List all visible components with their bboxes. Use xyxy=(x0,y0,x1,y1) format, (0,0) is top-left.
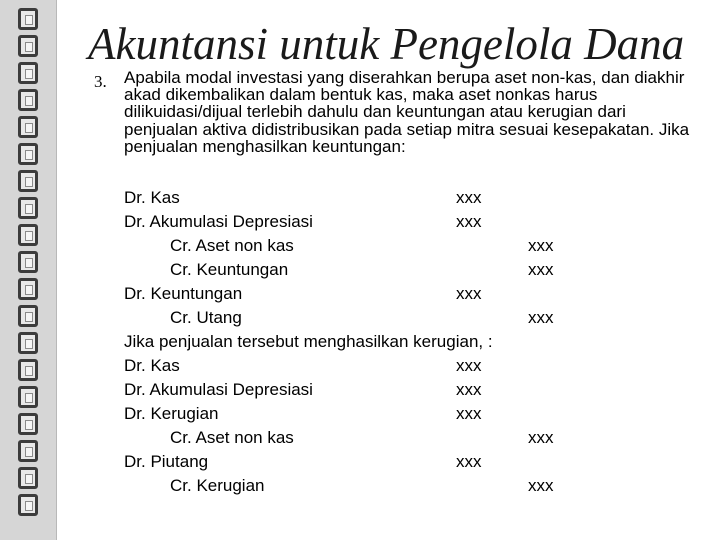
account-label: Cr. Kerugian xyxy=(170,476,265,495)
debit-value: xxx xyxy=(456,380,482,399)
chain-link-icon xyxy=(18,197,38,219)
chain-link-icon xyxy=(18,224,38,246)
chain-link-icon xyxy=(18,143,38,165)
chain-link-icon xyxy=(18,494,38,516)
chain-border xyxy=(0,0,57,540)
chain-link-icon xyxy=(18,278,38,300)
account-label: Dr. Keuntungan xyxy=(124,284,243,303)
slide-title: Akuntansi untuk Pengelola Dana xyxy=(88,19,685,69)
credit-value: xxx xyxy=(528,308,554,327)
account-label: Dr. Kerugian xyxy=(124,404,219,423)
credit-value: xxx xyxy=(528,236,554,255)
debit-value: xxx xyxy=(456,356,482,375)
account-label: Dr. Piutang xyxy=(124,452,209,471)
journal-row xyxy=(124,186,694,210)
journal-row xyxy=(124,210,694,234)
chain-link-icon xyxy=(18,62,38,84)
chain-link-icon xyxy=(18,440,38,462)
account-label: Cr. Keuntungan xyxy=(170,260,289,279)
debit-value: xxx xyxy=(456,212,482,231)
chain-link-icon xyxy=(18,386,38,408)
account-label: Dr. Akumulasi Depresiasi xyxy=(124,380,313,399)
account-label: Cr. Aset non kas xyxy=(170,236,294,255)
chain-link-icon xyxy=(18,251,38,273)
chain-link-icon xyxy=(18,359,38,381)
chain-link-icon xyxy=(18,305,38,327)
chain-link-icon xyxy=(18,89,38,111)
journal-row xyxy=(124,306,694,330)
debit-value: xxx xyxy=(456,188,482,207)
chain-link-icon xyxy=(18,413,38,435)
debit-value: xxx xyxy=(456,404,482,423)
chain-link-icon xyxy=(18,332,38,354)
chain-link-icon xyxy=(18,467,38,489)
account-label: Cr. Utang xyxy=(170,308,242,327)
journal-row xyxy=(124,474,694,498)
credit-value: xxx xyxy=(528,260,554,279)
loss-intro: Jika penjualan tersebut menghasilkan kerugian, : xyxy=(124,332,493,351)
account-label: Dr. Akumulasi Depresiasi xyxy=(124,212,313,231)
chain-link-icon xyxy=(18,8,38,30)
debit-value: xxx xyxy=(456,284,482,303)
chain-link-icon xyxy=(18,116,38,138)
chain-link-icon xyxy=(18,35,38,57)
intro-paragraph: Apabila modal investasi yang diserahkan berupa aset non-kas, dan diakhir akad dikembalikan dalam bentuk kas, maka aset nonkas harus dilikuidasi/dijual terlebih dahulu dan keuntungan atau kerugian dari penjualan aktiva didistribusikan pada setiap mitra sesuai kesepakatan. Jika penjualan menghasilkan keuntungan: xyxy=(124,68,690,156)
account-label: Dr. Kas xyxy=(124,188,180,207)
journal-row xyxy=(124,378,694,402)
journal-row xyxy=(124,282,694,306)
journal-row xyxy=(124,402,694,426)
chain-link-icon xyxy=(18,170,38,192)
credit-value: xxx xyxy=(528,428,554,447)
debit-value: xxx xyxy=(456,452,482,471)
journal-row xyxy=(124,354,694,378)
account-label: Cr. Aset non kas xyxy=(170,428,294,447)
item-number: 3. xyxy=(94,72,107,91)
journal-row xyxy=(124,258,694,282)
journal-row xyxy=(124,450,694,474)
credit-value: xxx xyxy=(528,476,554,495)
journal-row xyxy=(124,426,694,450)
account-label: Dr. Kas xyxy=(124,356,180,375)
journal-row xyxy=(124,234,694,258)
